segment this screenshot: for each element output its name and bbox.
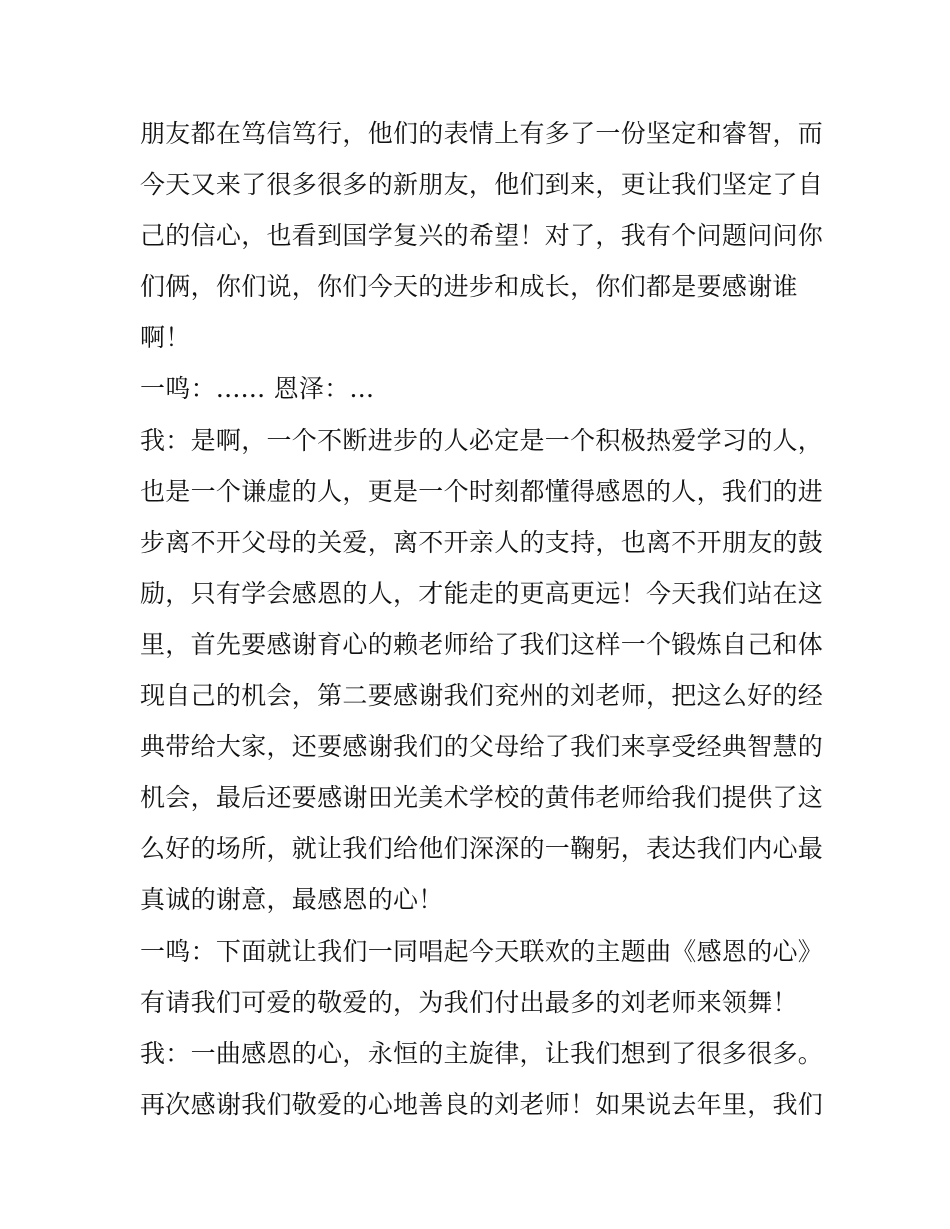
text-line: 朋友都在笃信笃行，他们的表情上有多了一份坚定和睿智，而 xyxy=(140,119,824,148)
text-line: 己的信心，也看到国学复兴的希望！对了，我有个问题问问你 xyxy=(140,221,824,251)
text-line: 里，首先要感谢育心的赖老师给了我们这样一个锻炼自己和体 xyxy=(140,629,824,659)
text-line: 一鸣：下面就让我们一同唱起今天联欢的主题曲《感恩的心》 xyxy=(140,936,824,966)
text-line: 我：一曲感恩的心，永恒的主旋律，让我们想到了很多很多。 xyxy=(140,1038,824,1068)
text-line: 么好的场所，就让我们给他们深深的一鞠躬，表达我们内心最 xyxy=(140,834,824,864)
text-line: 一鸣：...... 恩泽：... xyxy=(140,374,375,404)
text-line: 有请我们可爱的敬爱的，为我们付出最多的刘老师来领舞！ xyxy=(140,987,798,1017)
text-line: 真诚的谢意，最感恩的心！ xyxy=(140,885,444,915)
text-line: 现自己的机会，第二要感谢我们兖州的刘老师，把这么好的经 xyxy=(140,681,824,711)
text-line: 励，只有学会感恩的人，才能走的更高更远！今天我们站在这 xyxy=(140,578,824,608)
text-line: 步离不开父母的关爱，离不开亲人的支持，也离不开朋友的鼓 xyxy=(140,527,824,557)
body-text xyxy=(140,108,824,1130)
text-line: 们俩，你们说，你们今天的进步和成长，你们都是要感谢谁 xyxy=(140,272,798,302)
text-line: 今天又来了很多很多的新朋友，他们到来，更让我们坚定了自 xyxy=(140,170,824,200)
text-line: 啊！ xyxy=(140,323,191,353)
text-line: 典带给大家，还要感谢我们的父母给了我们来享受经典智慧的 xyxy=(140,732,824,762)
text-line: 再次感谢我们敬爱的心地善良的刘老师！如果说去年里，我们 xyxy=(140,1089,824,1119)
text-line: 也是一个谦虚的人，更是一个时刻都懂得感恩的人，我们的进 xyxy=(140,476,824,506)
text-line: 我：是啊，一个不断进步的人必定是一个积极热爱学习的人， xyxy=(140,425,824,455)
text-line: 机会，最后还要感谢田光美术学校的黄伟老师给我们提供了这 xyxy=(140,783,824,813)
